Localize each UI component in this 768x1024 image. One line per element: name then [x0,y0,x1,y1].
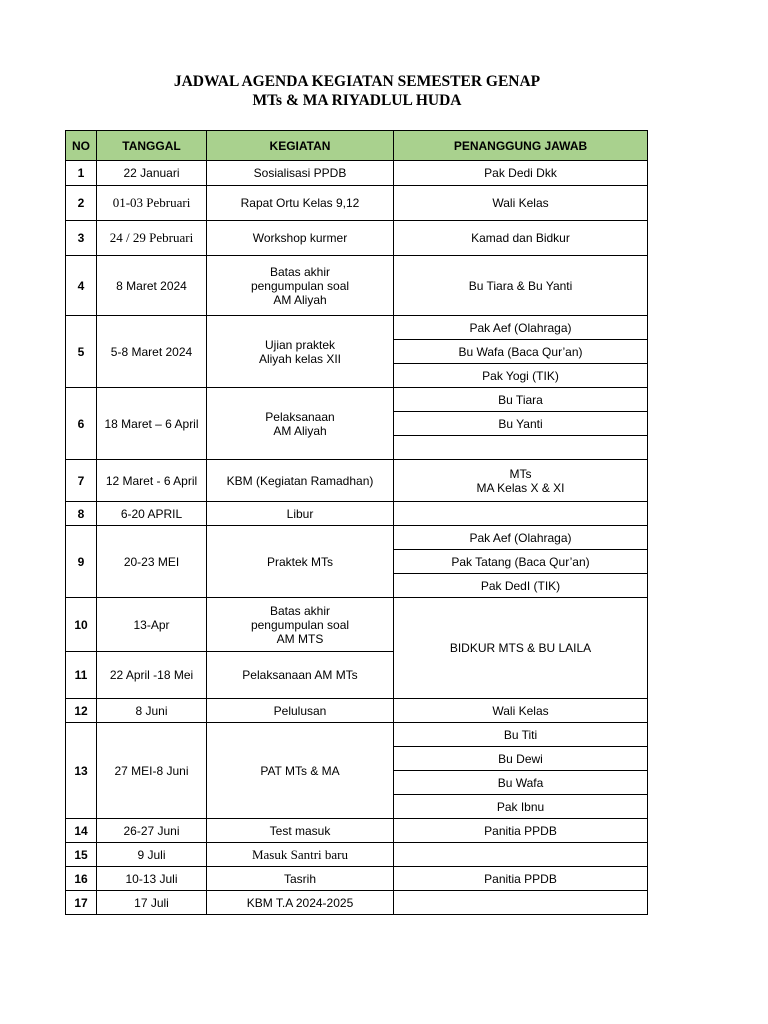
row-kegiatan: KBM T.A 2024-2025 [207,891,394,915]
kegiatan-line: AM Aliyah [273,292,327,307]
row-kegiatan [207,316,394,388]
row-no: 8 [66,502,97,526]
header-kegiatan: KEGIATAN [207,131,394,161]
pj-line: MA Kelas X & XI [476,480,565,495]
row-tanggal: 6-20 APRIL [97,502,207,526]
table-row [66,723,648,747]
table-row [66,221,648,256]
kegiatan-line: Batas akhir [269,264,331,279]
row-pj: Bu Dewi [394,747,648,771]
row-tanggal: 13-Apr [97,598,207,652]
row-pj: Pak Tatang (Baca Qur’an) [394,550,648,574]
row-pj: Bu Wafa (Baca Qur’an) [394,340,648,364]
row-no: 3 [66,221,97,256]
row-pj: BIDKUR MTS & BU LAILA [394,598,648,699]
kegiatan-line: pengumpulan soal [250,278,350,293]
row-kegiatan: KBM (Kegiatan Ramadhan) [207,460,394,502]
row-pj: Pak DedI (TIK) [394,574,648,598]
row-kegiatan: Masuk Santri baru [207,843,394,867]
table-row [66,186,648,221]
kegiatan-line: AM Aliyah [273,423,327,438]
row-kegiatan: PAT MTs & MA [207,723,394,819]
row-kegiatan: Libur [207,502,394,526]
table-row [66,598,648,652]
row-kegiatan [207,388,394,460]
row-no: 6 [66,388,97,460]
row-no: 17 [66,891,97,915]
row-no: 4 [66,256,97,316]
header-no: NO [66,131,97,161]
row-no: 16 [66,867,97,891]
row-pj: Pak Dedi Dkk [394,161,648,186]
row-no: 11 [66,652,97,699]
row-tanggal: 8 Juni [97,699,207,723]
row-pj: Bu Yanti [394,412,648,436]
row-kegiatan: Test masuk [207,819,394,843]
pj-line: MTs [509,466,532,481]
row-tanggal: 17 Juli [97,891,207,915]
row-kegiatan: Workshop kurmer [207,221,394,256]
kegiatan-line: Batas akhir [269,603,331,618]
row-tanggal: 5-8 Maret 2024 [97,316,207,388]
kegiatan-line: pengumpulan soal [250,617,350,632]
table-row [66,388,648,412]
row-kegiatan [207,598,394,652]
table-row [66,161,648,186]
row-tanggal: 22 April -18 Mei [97,652,207,699]
header-penanggung-jawab: PENANGGUNG JAWAB [394,131,648,161]
row-kegiatan: Praktek MTs [207,526,394,598]
row-pj: Bu Wafa [394,771,648,795]
row-tanggal: 20-23 MEI [97,526,207,598]
table-row [66,256,648,316]
header-tanggal: TANGGAL [97,131,207,161]
row-tanggal: 8 Maret 2024 [97,256,207,316]
row-tanggal: 9 Juli [97,843,207,867]
table-row [66,316,648,340]
row-tanggal: 22 Januari [97,161,207,186]
kegiatan-line: AM MTS [276,631,324,646]
row-pj: Pak Ibnu [394,795,648,819]
row-pj [394,460,648,502]
table-row [66,699,648,723]
row-no: 5 [66,316,97,388]
row-no: 14 [66,819,97,843]
row-no: 9 [66,526,97,598]
row-kegiatan: Tasrih [207,867,394,891]
row-tanggal: 12 Maret - 6 April [97,460,207,502]
row-kegiatan: Pelulusan [207,699,394,723]
row-tanggal: 18 Maret – 6 April [97,388,207,460]
row-kegiatan: Sosialisasi PPDB [207,161,394,186]
row-kegiatan: Rapat Ortu Kelas 9,12 [207,186,394,221]
row-no: 12 [66,699,97,723]
row-pj [394,502,648,526]
row-pj: Wali Kelas [394,186,648,221]
row-pj: Bu Titi [394,723,648,747]
row-no: 7 [66,460,97,502]
row-pj: Bu Tiara & Bu Yanti [394,256,648,316]
row-pj: Pak Yogi (TIK) [394,364,648,388]
row-tanggal: 01-03 Pebruari [97,186,207,221]
kegiatan-line: Ujian praktek [264,337,336,352]
kegiatan-line: Pelaksanaan [265,409,335,424]
table-row [66,819,648,843]
row-tanggal: 10-13 Juli [97,867,207,891]
row-pj [394,843,648,867]
title-line-1: JADWAL AGENDA KEGIATAN SEMESTER GENAP [173,73,541,90]
row-no: 15 [66,843,97,867]
row-pj: Kamad dan Bidkur [394,221,648,256]
table-row [66,460,648,502]
table-row [66,843,648,867]
row-tanggal: 24 / 29 Pebruari [97,221,207,256]
table-row [66,891,648,915]
table-row [66,502,648,526]
row-no: 10 [66,598,97,652]
schedule-table [65,130,648,915]
row-tanggal: 27 MEI-8 Juni [97,723,207,819]
row-pj [394,436,648,460]
row-pj [394,891,648,915]
row-pj: Pak Aef (Olahraga) [394,526,648,550]
table-row [66,867,648,891]
table-row [66,526,648,550]
kegiatan-line: Aliyah kelas XII [258,351,342,366]
row-no: 13 [66,723,97,819]
row-pj: Wali Kelas [394,699,648,723]
header-row [66,131,648,161]
document-title [0,72,714,110]
title-line-2: MTs & MA RIYADLUL HUDA [252,92,462,109]
row-no: 1 [66,161,97,186]
row-pj: Pak Aef (Olahraga) [394,316,648,340]
row-kegiatan: Pelaksanaan AM MTs [207,652,394,699]
row-pj: Bu Tiara [394,388,648,412]
row-pj: Panitia PPDB [394,867,648,891]
row-tanggal: 26-27 Juni [97,819,207,843]
row-pj: Panitia PPDB [394,819,648,843]
row-no: 2 [66,186,97,221]
row-kegiatan [207,256,394,316]
